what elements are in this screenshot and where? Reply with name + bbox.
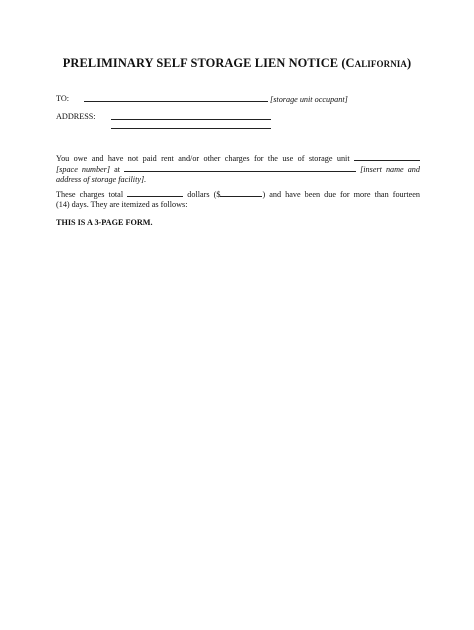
to-row [56,94,69,104]
to-label: TO: [56,94,70,103]
facility-hint: [insert name and [360,165,420,174]
occupant-hint: [storage unit occupant] [270,95,348,104]
page-count-note: THIS IS A 3-PAGE FORM. [56,218,153,227]
p2-line1 [56,189,420,200]
document-title [0,56,474,71]
p1-text-1: You owe and have not paid rent and/or other charges for the use of storage unit [56,154,350,163]
p1-line2 [56,164,420,175]
address-blank-1[interactable] [111,112,271,120]
charges-amount-blank[interactable] [220,189,262,197]
to-field-row [84,94,348,105]
paragraph-unpaid [56,153,420,185]
p2-text-b: dollars ($ [187,190,221,199]
title-state: California [345,56,407,70]
p1-line3 [56,175,420,185]
charges-words-blank[interactable] [127,189,183,197]
p2-line2 [56,200,420,210]
facility-hint-2: address of storage facility]. [56,175,147,184]
title-close: ) [407,56,412,70]
p1-line1 [56,153,420,164]
facility-blank[interactable] [124,164,356,172]
unit-blank[interactable] [354,153,420,161]
title-main: PRELIMINARY SELF STORAGE LIEN NOTICE ( [62,56,346,70]
address-blank-2[interactable] [111,121,271,129]
paragraph-charges [56,189,420,210]
space-number-hint: [space number] [56,165,111,174]
occupant-blank[interactable] [84,94,268,102]
address-line-2 [111,121,271,132]
address-label: ADDRESS: [56,112,96,121]
p1-at: at [114,165,121,174]
p2-text-2: (14) days. They are itemized as follows: [56,200,188,209]
p2-text-c: ) and have been due for more than fourteen [262,190,421,199]
p2-text-a: These charges total [56,190,124,199]
address-row [56,112,96,122]
